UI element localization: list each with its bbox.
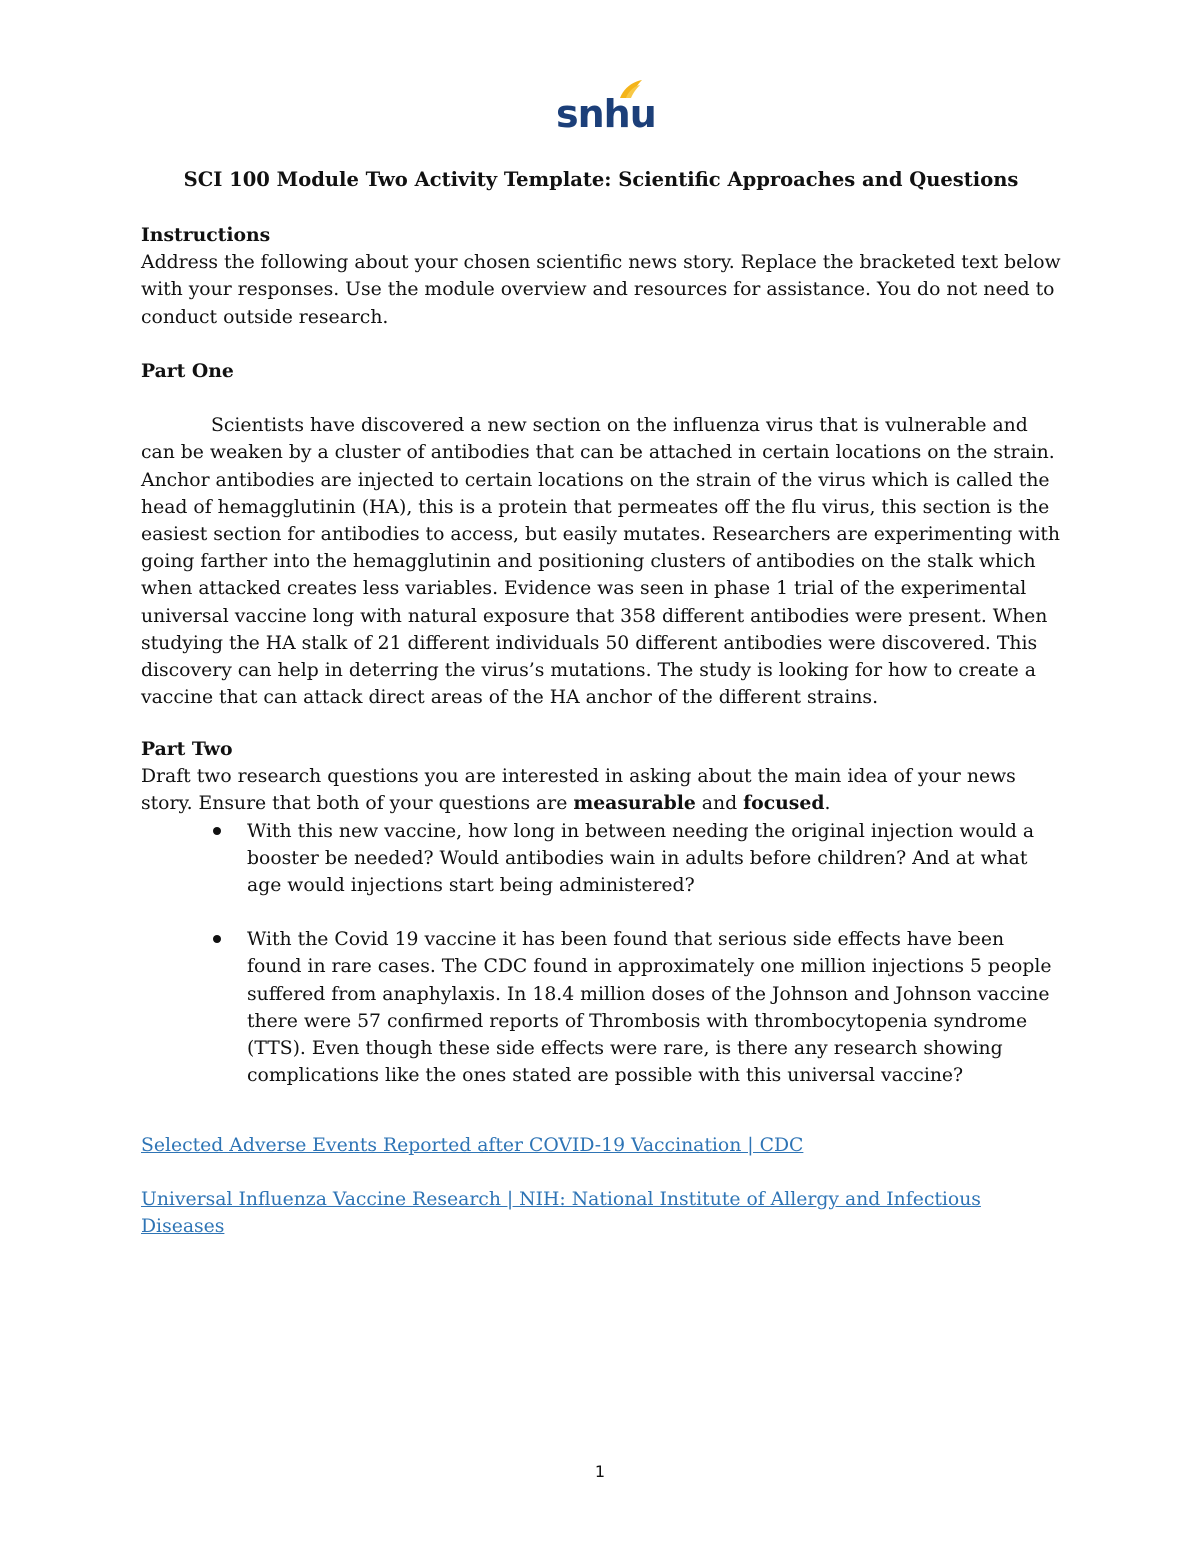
part-two-heading: Part Two bbox=[141, 738, 233, 760]
part-one-body: Scientists have discovered a new section on the influenza virus that is vulnerable and can be weaken by a cluster of antibodies that can be attached in certain locations on the strain. Anchor antibodies are injected to certain locations on the strain of the virus which is called the head of hemagglutinin (HA), this is a protein that permeates off the flu virus, this section is the easiest section for antibodies to access, but easily mutates. Researchers are experimenting with going farther into the hemagglutinin and positioning clusters of antibodies on the stalk which when attacked creates less variables. Evidence was seen in phase 1 trial of the experimental universal vaccine long with natural exposure that 358 different antibodies were present. When studying the HA stalk of 21 different individuals 50 different antibodies were discovered. This discovery can help in deterring the virus’s mutations. The study is looking for how to create a vaccine that can attack direct areas of the HA anchor of the different strains. bbox=[141, 415, 1060, 709]
intro-text-1: Draft two research questions you are interested in asking about the main idea of your news story. Ensure that both of your questions are bbox=[141, 766, 1016, 815]
instructions-body: Address the following about your chosen scientific news story. Replace the bracketed text below with your responses. Use the module overview and resources for assistance. You do not need to conduct outside research. bbox=[141, 252, 1061, 328]
part-one-section bbox=[141, 358, 1061, 711]
measurable-emphasis: measurable bbox=[573, 792, 696, 815]
cdc-reference-link[interactable]: Selected Adverse Events Reported after COVID-19 Vaccination | CDC bbox=[141, 1135, 804, 1156]
spacer bbox=[141, 385, 1061, 412]
nih-reference-link[interactable]: Universal Influenza Vaccine Research | NIH: National Institute of Allergy and Infectious Diseases bbox=[141, 1189, 981, 1238]
instructions-section bbox=[141, 222, 1061, 331]
focused-emphasis: focused bbox=[743, 792, 825, 815]
document-title: SCI 100 Module Two Activity Template: Scientific Approaches and Questions bbox=[183, 168, 1019, 191]
snhu-logo bbox=[556, 78, 656, 136]
bullet-icon bbox=[213, 935, 221, 943]
intro-text-3: . bbox=[824, 793, 831, 815]
research-question-item bbox=[141, 926, 1057, 1089]
part-two-intro bbox=[141, 763, 1061, 817]
research-question-item bbox=[141, 818, 1057, 900]
bullet-icon bbox=[213, 827, 221, 835]
research-questions-list bbox=[141, 818, 1061, 1090]
logo-wordmark: snhu bbox=[556, 92, 656, 136]
page-number: 1 bbox=[594, 1462, 606, 1481]
instructions-heading: Instructions bbox=[141, 224, 271, 246]
research-question-text: With this new vaccine, how long in between needing the original injection would a booster be needed? Would antibodies wain in adults before children? And at what age would injections start being administered? bbox=[247, 820, 1035, 897]
spacer bbox=[141, 1159, 1061, 1186]
intro-text-2: and bbox=[695, 793, 744, 815]
research-question-text: With the Covid 19 vaccine it has been found that serious side effects have been found in rare cases. The CDC found in approximately one million injections 5 people suffered from anaphylaxis. In 18.4 million doses of the Johnson and Johnson vaccine there were 57 confirmed reports of Thrombosis with thrombocytopenia syndrome (TTS). Even though these side effects were rare, is there any research showing complications like the ones stated are possible with this universal vaccine? bbox=[247, 929, 1052, 1087]
part-two-section bbox=[141, 736, 1061, 1089]
references-section bbox=[141, 1132, 1061, 1241]
part-one-heading: Part One bbox=[141, 360, 234, 382]
